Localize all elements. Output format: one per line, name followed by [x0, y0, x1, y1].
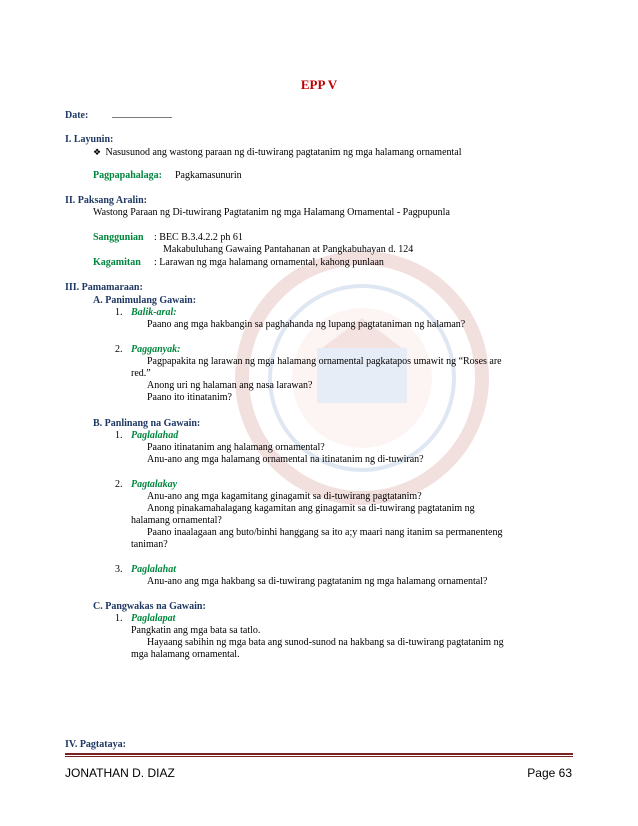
a2-line-2: red.” — [131, 368, 151, 379]
c1-number: 1. — [115, 613, 123, 624]
section-3-heading: III. Pamamaraan: — [65, 282, 143, 293]
subsection-a-heading: A. Panimulang Gawain: — [93, 295, 197, 306]
a2-number: 2. — [115, 344, 123, 355]
b2-line-5: taniman? — [131, 539, 168, 550]
a1-number: 1. — [115, 307, 123, 318]
kagamitan-value: : Larawan ng mga halamang ornamental, kahong punlaan — [154, 257, 384, 268]
footer-rule-thin — [65, 756, 573, 757]
date-label: Date: — [65, 110, 89, 121]
pagpapahalaga-label: Pagpapahalaga: — [93, 170, 162, 181]
sanggunian-line-1: : BEC B.3.4.2.2 ph 61 — [154, 232, 243, 243]
objective-text: Nasusunod ang wastong paraan ng di-tuwirang pagtatanim ng mga halamang ornamental — [105, 147, 462, 158]
document-title: EPP V — [300, 77, 338, 92]
b1-line-2: Anu-ano ang mga halamang ornamental na itinatanim ng di-tuwiran? — [147, 454, 424, 465]
b1-label: Paglalahad — [131, 430, 179, 441]
b1-number: 1. — [115, 430, 123, 441]
section-4-heading: IV. Pagtataya: — [65, 739, 126, 750]
b2-line-2: Anong pinakamahalagang kagamitan ang ginagamit sa di-tuwirang pagtatanim ng — [147, 503, 475, 514]
b3-label: Paglalahat — [131, 564, 177, 575]
b2-line-3: halamang ornamental? — [131, 515, 222, 526]
b2-label: Pagtalakay — [131, 479, 178, 490]
b2-line-1: Anu-ano ang mga kagamitang ginagamit sa di-tuwirang pagtatanim? — [147, 491, 422, 502]
a1-label: Balik-aral: — [131, 307, 177, 318]
subsection-b-heading: B. Panlinang na Gawain: — [93, 418, 201, 429]
diamond-bullet-icon: ❖ — [93, 147, 102, 157]
a2-label: Pagganyak: — [131, 344, 181, 355]
a2-line-3: Anong uri ng halaman ang nasa larawan? — [147, 380, 313, 391]
footer-author: JONATHAN D. DIAZ — [65, 766, 175, 780]
section-2-heading: II. Paksang Aralin: — [65, 195, 147, 206]
b3-line-1: Anu-ano ang mga hakbang sa di-tuwirang pagtatanim ng mga halamang ornamental? — [147, 576, 488, 587]
b3-number: 3. — [115, 564, 123, 575]
sanggunian-line-2: Makabuluhang Gawaing Pantahanan at Pangkabuhayan d. 124 — [163, 244, 414, 255]
date-blank: ____________ — [112, 108, 172, 119]
footer-page-number: Page 63 — [527, 766, 572, 780]
b2-number: 2. — [115, 479, 123, 490]
b1-line-1: Paano itinatanim ang halamang ornamental? — [147, 442, 325, 453]
c1-line-1: Pangkatin ang mga bata sa tatlo. — [131, 625, 261, 636]
sanggunian-label: Sanggunian — [93, 232, 144, 243]
footer-rule-thick — [65, 753, 573, 755]
school-seal-watermark — [232, 248, 492, 508]
subsection-c-heading: C. Pangwakas na Gawain: — [93, 601, 206, 612]
c1-line-2: Hayaang sabihin ng mga bata ang sunod-sunod na hakbang sa di-tuwirang pagtatanim ng — [147, 637, 504, 648]
a1-line-1: Paano ang mga hakbangin sa paghahanda ng lupang pagtataniman ng halaman? — [147, 319, 466, 330]
c1-label: Paglalapat — [131, 613, 176, 624]
a2-line-1: Pagpapakita ng larawan ng mga halamang ornamental pagkatapos umawit ng “Roses are — [147, 356, 502, 367]
b2-line-4: Paano inaalagaan ang buto/binhi hanggang sa ito a;y maari nang itanim sa permanenteng — [147, 527, 503, 538]
topic-text: Wastong Paraan ng Di-tuwirang Pagtatanim ng mga Halamang Ornamental - Pagpupunla — [93, 207, 450, 218]
a2-line-4: Paano ito itinatanim? — [147, 392, 232, 403]
objective-bullet — [93, 146, 462, 159]
c1-line-3: mga halamang ornamental. — [131, 649, 240, 660]
pagpapahalaga-value: Pagkamasunurin — [175, 170, 242, 181]
kagamitan-label: Kagamitan — [93, 257, 141, 268]
section-1-heading: I. Layunin: — [65, 134, 114, 145]
